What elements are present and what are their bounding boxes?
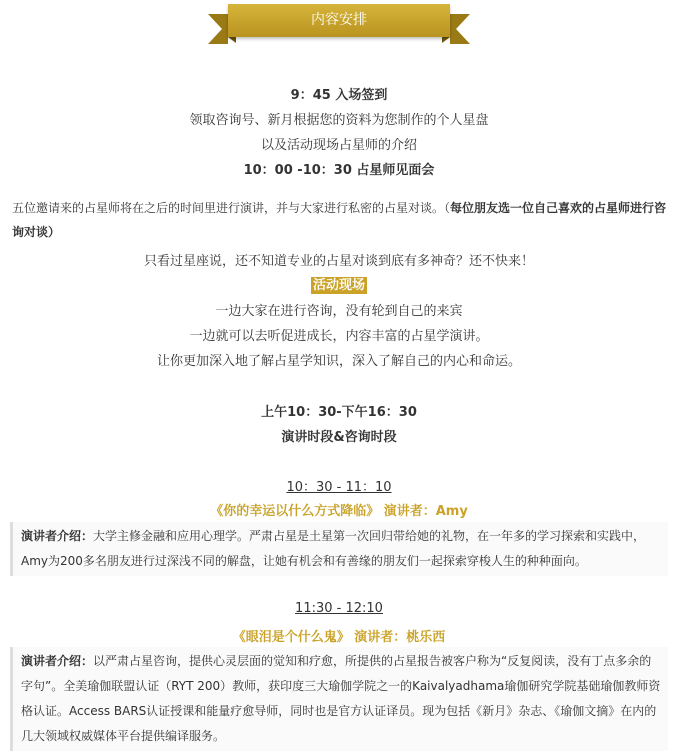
section-title: 内容安排 (228, 4, 450, 37)
live-label-row (0, 274, 678, 293)
ribbon-fold-left (228, 37, 236, 43)
checkin-time: 9：45 入场签到 (290, 88, 388, 103)
session-time: 上午10：30-下午16：30 (261, 405, 417, 420)
meet-desc-b: ） (48, 225, 61, 239)
meet-desc-bold: 每位朋友选一位自己喜欢的占星师进行咨询对谈 (12, 201, 667, 239)
talk-1-time: 10：30 - 11：10 (286, 480, 392, 495)
talk-1-intro-label: 演讲者介绍： (21, 529, 94, 543)
live-label: 活动现场 (312, 278, 365, 293)
talk-1-intro-text: 大学主修金融和应用心理学。严肃占星是土星第一次回归带给她的礼物，在一年多的学习探索和实践中，Amy为200多名朋友进行过深浅不同的解盘，让她有机会和有善缘的朋友们一起探索穿梭人生的种种面向。 (21, 529, 646, 568)
ribbon-tail-left (208, 14, 228, 44)
talk-1-intro (10, 522, 668, 576)
ribbon-tail-right (450, 14, 470, 44)
talk-2-title: 《眼泪是个什么鬼》 演讲者：桃乐西 (232, 630, 446, 645)
meet-time: 10：00 -10：30 占星师见面会 (243, 163, 435, 178)
talk-1-title: 《你的幸运以什么方式降临》 演讲者：Amy (210, 504, 468, 519)
meet-desc-a: 五位邀请来的占星师将在之后的时间里进行演讲，并与大家进行私密的占星对谈。（ (12, 201, 451, 215)
live-line-2: 一边就可以去听促进成长，内容丰富的占星学演讲。 (189, 329, 489, 344)
ribbon-fold-right (442, 37, 450, 43)
live-line-3: 让你更加深入地了解占星学知识，深入了解自己的内心和命运。 (156, 354, 521, 369)
session-label: 演讲时段&咨询时段 (281, 430, 397, 445)
meet-description (12, 196, 672, 244)
talk-2-time: 11:30 - 12:10 (295, 601, 383, 616)
teaser-line: 只看过星座说，还不知道专业的占星对谈到底有多神奇？还不快来！ (143, 254, 534, 269)
talk-2-intro (10, 647, 668, 751)
talk-2-intro-text: 以严肃占星咨询，提供心灵层面的觉知和疗愈，所提供的占星报告被客户称为“反复阅读，没有丁点多余的字句”。全美瑜伽联盟认证（RYT 200）教师，获印度三大瑜伽学院之一的Kaivalyadhama瑜伽研究学院基础瑜伽教师资格认证。Access BARS认证授课和能量疗愈导师，同时也是官方认证译员。现为包括《新月》杂志、《瑜伽文摘》在内的几大领域权威媒体平台提供编译服务。 (21, 654, 661, 743)
talk-2-intro-label: 演讲者介绍： (21, 654, 94, 668)
checkin-line-1: 领取咨询号、新月根据您的资料为您制作的个人星盘 (189, 113, 489, 128)
live-line-1: 一边大家在进行咨询，没有轮到自己的来宾 (215, 304, 463, 319)
section-header-ribbon (0, 0, 678, 60)
checkin-line-2: 以及活动现场占星师的介绍 (260, 138, 417, 153)
